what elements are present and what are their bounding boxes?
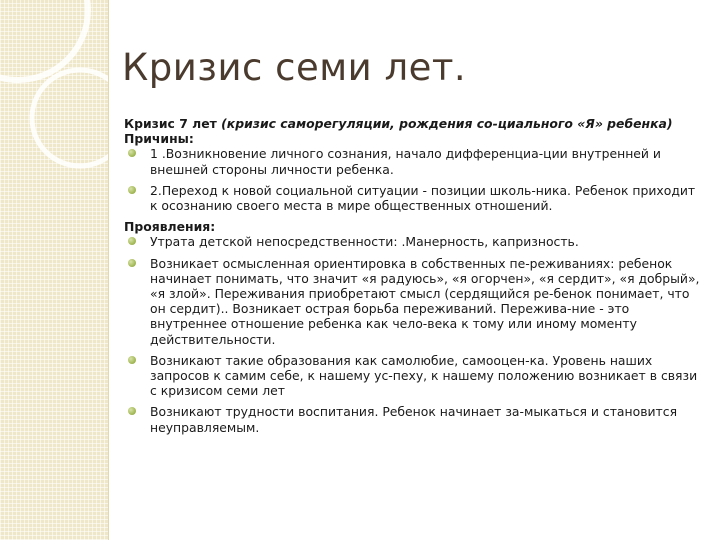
causes-list bbox=[124, 146, 706, 213]
slide-content bbox=[124, 116, 706, 441]
causes-label: Причины: bbox=[124, 131, 194, 147]
list-item: 1 .Возникновение личного сознания, начало дифференциа-ции внутренней и внешней стороны личности ребенка. bbox=[150, 146, 661, 177]
intro-bold: Кризис 7 лет bbox=[124, 116, 222, 131]
list-item: Утрата детской непосредственности: .Манерность, капризность. bbox=[150, 234, 579, 250]
intro-italic: (кризис саморегуляции, рождения со-циального «Я» ребенка) bbox=[221, 116, 673, 131]
manifestations-label: Проявления: bbox=[124, 219, 216, 235]
intro-line bbox=[124, 116, 706, 131]
manifestations-list bbox=[124, 234, 706, 434]
decorative-arcs bbox=[0, 0, 108, 540]
list-item: Возникают такие образования как самолюбие, самооцен-ка. Уровень наших запросов к самим себе, к нашему ус-пеху, к нашему положению возникает в связи с кризисом семи лет bbox=[150, 352, 698, 399]
list-item: 2.Переход к новой социальной ситуации - позиции школь-ника. Ребенок приходит к осознанию своего места в мире общественных отношений. bbox=[150, 182, 696, 214]
list-item: Возникают трудности воспитания. Ребенок начинает за-мыкаться и становится неуправляемым. bbox=[150, 404, 678, 435]
list-item: Возникает осмысленная ориентировка в собственных пе-реживаниях: ребенок начинает понимать, что значит «я радуюсь», «я огорчен», «я сердит», «я добрый», «я злой». Переживания приобретают смысл (сердящийся ре-бенок понимает, что он сердит).. Возникает острая борьба переживаний. Пережива-ние - это внутреннее отношение ребенка как чело-века к тому или иному моменту действительности. bbox=[150, 255, 700, 347]
slide-title: Кризис семи лет. bbox=[122, 46, 467, 89]
decorative-side-panel bbox=[0, 0, 109, 540]
